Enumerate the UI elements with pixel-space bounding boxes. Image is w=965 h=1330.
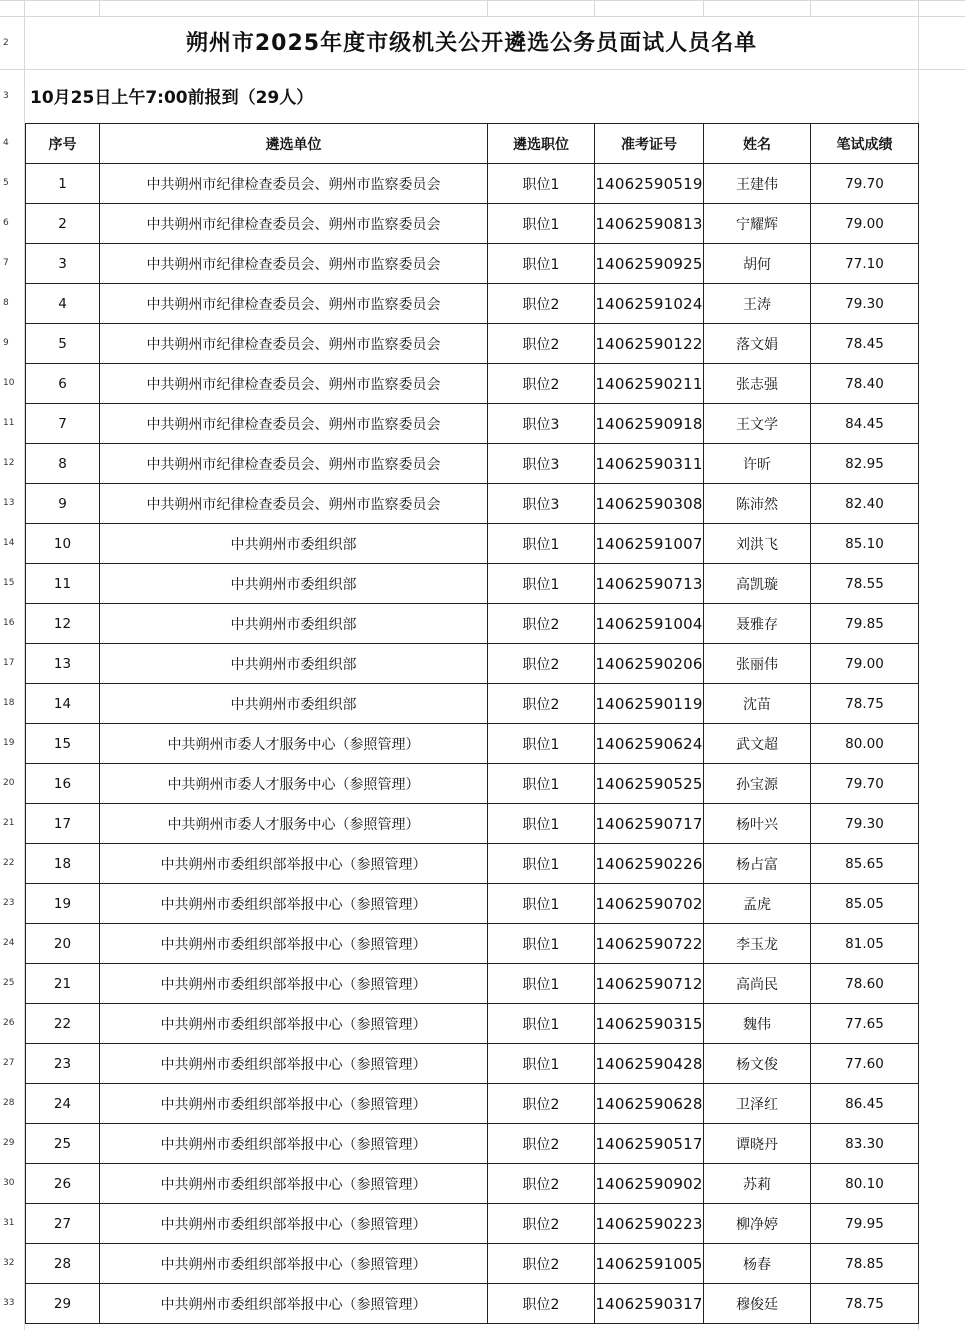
- cell-name[interactable]: 杨叶兴: [704, 804, 811, 844]
- table-row: [26, 164, 919, 204]
- row-number[interactable]: 26: [3, 1018, 15, 1028]
- cell-unit[interactable]: 中共朔州市纪律检查委员会、朔州市监察委员会: [100, 444, 488, 484]
- cell-name[interactable]: 杨占富: [704, 844, 811, 884]
- cell-unit[interactable]: 中共朔州市委人才服务中心（参照管理）: [100, 764, 488, 804]
- cell-index[interactable]: 25: [26, 1124, 100, 1164]
- table-row: [26, 1124, 919, 1164]
- cell-position[interactable]: 职位1: [488, 564, 595, 604]
- cell-name[interactable]: 孟虎: [704, 884, 811, 924]
- cell-exam-number[interactable]: 14062590702: [595, 884, 704, 924]
- header-cell-exam-number[interactable]: 准考证号: [595, 124, 704, 164]
- row-number[interactable]: 19: [3, 738, 15, 748]
- cell-exam-number[interactable]: 14062590428: [595, 1044, 704, 1084]
- cell-position[interactable]: 职位2: [488, 1204, 595, 1244]
- table-row: [26, 804, 919, 844]
- row-number[interactable]: 15: [3, 578, 15, 588]
- row-number[interactable]: 22: [3, 858, 15, 868]
- cell-score[interactable]: 79.00: [811, 204, 919, 244]
- row-number[interactable]: 27: [3, 1058, 15, 1068]
- row-number[interactable]: 12: [3, 458, 15, 468]
- cell-position[interactable]: 职位1: [488, 724, 595, 764]
- row-number[interactable]: 11: [3, 418, 15, 428]
- cell-name[interactable]: 苏莉: [704, 1164, 811, 1204]
- cell-score[interactable]: 80.00: [811, 724, 919, 764]
- row-number[interactable]: 10: [3, 378, 15, 388]
- cell-name[interactable]: 刘洪飞: [704, 524, 811, 564]
- cell-index[interactable]: 12: [26, 604, 100, 644]
- row-number[interactable]: 5: [3, 178, 9, 188]
- cell-position[interactable]: 职位1: [488, 804, 595, 844]
- cell-index[interactable]: 22: [26, 1004, 100, 1044]
- cell-name[interactable]: 落文娟: [704, 324, 811, 364]
- cell-position[interactable]: 职位1: [488, 764, 595, 804]
- cell-score[interactable]: 78.75: [811, 684, 919, 724]
- cell-unit[interactable]: 中共朔州市纪律检查委员会、朔州市监察委员会: [100, 284, 488, 324]
- cell-name[interactable]: 魏伟: [704, 1004, 811, 1044]
- row-number[interactable]: 6: [3, 218, 9, 228]
- row-number[interactable]: 18: [3, 698, 15, 708]
- table-row: [26, 484, 919, 524]
- cell-index[interactable]: 15: [26, 724, 100, 764]
- header-cell-name[interactable]: 姓名: [704, 124, 811, 164]
- row-number[interactable]: 33: [3, 1298, 15, 1308]
- cell-score[interactable]: 80.10: [811, 1164, 919, 1204]
- cell-exam-number[interactable]: 14062590308: [595, 484, 704, 524]
- cell-exam-number[interactable]: 14062590624: [595, 724, 704, 764]
- cell-exam-number[interactable]: 14062590122: [595, 324, 704, 364]
- cell-unit[interactable]: 中共朔州市委组织部举报中心（参照管理）: [100, 884, 488, 924]
- cell-name[interactable]: 穆俊廷: [704, 1284, 811, 1324]
- cell-unit[interactable]: 中共朔州市委组织部举报中心（参照管理）: [100, 924, 488, 964]
- table-row: [26, 964, 919, 1004]
- cell-score[interactable]: 77.65: [811, 1004, 919, 1044]
- cell-index[interactable]: 2: [26, 204, 100, 244]
- cell-position[interactable]: 职位1: [488, 884, 595, 924]
- cell-unit[interactable]: 中共朔州市委组织部举报中心（参照管理）: [100, 1084, 488, 1124]
- cell-score[interactable]: 83.30: [811, 1124, 919, 1164]
- cell-index[interactable]: 27: [26, 1204, 100, 1244]
- cell-exam-number[interactable]: 14062591007: [595, 524, 704, 564]
- sheet-title[interactable]: 朔州市2025年度市级机关公开遴选公务员面试人员名单: [185, 30, 758, 56]
- cell-unit[interactable]: 中共朔州市纪律检查委员会、朔州市监察委员会: [100, 204, 488, 244]
- cell-exam-number[interactable]: 14062590315: [595, 1004, 704, 1044]
- header-cell-score[interactable]: 笔试成绩: [811, 124, 919, 164]
- cell-index[interactable]: 16: [26, 764, 100, 804]
- cell-position[interactable]: 职位2: [488, 284, 595, 324]
- cell-name[interactable]: 胡何: [704, 244, 811, 284]
- cell-score[interactable]: 78.40: [811, 364, 919, 404]
- cell-name[interactable]: 柳净婷: [704, 1204, 811, 1244]
- cell-position[interactable]: 职位2: [488, 1244, 595, 1284]
- cell-unit[interactable]: 中共朔州市纪律检查委员会、朔州市监察委员会: [100, 484, 488, 524]
- table-row: [26, 644, 919, 684]
- cell-unit[interactable]: 中共朔州市纪律检查委员会、朔州市监察委员会: [100, 404, 488, 444]
- row-number[interactable]: 4: [3, 138, 9, 148]
- cell-score[interactable]: 78.55: [811, 564, 919, 604]
- cell-exam-number[interactable]: 14062590717: [595, 804, 704, 844]
- table-row: [26, 1284, 919, 1324]
- cell-position[interactable]: 职位2: [488, 684, 595, 724]
- table-row: [26, 524, 919, 564]
- cell-unit[interactable]: 中共朔州市纪律检查委员会、朔州市监察委员会: [100, 164, 488, 204]
- cell-score[interactable]: 84.45: [811, 404, 919, 444]
- table-row: [26, 764, 919, 804]
- table-row: [26, 364, 919, 404]
- cell-index[interactable]: 14: [26, 684, 100, 724]
- cell-exam-number[interactable]: 14062591004: [595, 604, 704, 644]
- table-row: [26, 324, 919, 364]
- table-row: [26, 1204, 919, 1244]
- cell-index[interactable]: 20: [26, 924, 100, 964]
- row-number[interactable]: 29: [3, 1138, 15, 1148]
- cell-position[interactable]: 职位1: [488, 964, 595, 1004]
- cell-exam-number[interactable]: 14062590517: [595, 1124, 704, 1164]
- cell-name[interactable]: 王建伟: [704, 164, 811, 204]
- row-number[interactable]: 7: [3, 258, 9, 268]
- cell-score[interactable]: 86.45: [811, 1084, 919, 1124]
- row-number[interactable]: 28: [3, 1098, 15, 1108]
- cell-unit[interactable]: 中共朔州市委组织部: [100, 604, 488, 644]
- cell-score[interactable]: 79.30: [811, 284, 919, 324]
- cell-score[interactable]: 79.00: [811, 644, 919, 684]
- cell-position[interactable]: 职位1: [488, 244, 595, 284]
- cell-index[interactable]: 3: [26, 244, 100, 284]
- gridline: [0, 69, 965, 70]
- cell-index[interactable]: 28: [26, 1244, 100, 1284]
- cell-score[interactable]: 78.60: [811, 964, 919, 1004]
- table-row: [26, 604, 919, 644]
- cell-index[interactable]: 21: [26, 964, 100, 1004]
- cell-score[interactable]: 82.95: [811, 444, 919, 484]
- row-number[interactable]: 24: [3, 938, 15, 948]
- cell-position[interactable]: 职位2: [488, 324, 595, 364]
- cell-name[interactable]: 高凯璇: [704, 564, 811, 604]
- cell-name[interactable]: 孙宝源: [704, 764, 811, 804]
- cell-score[interactable]: 78.85: [811, 1244, 919, 1284]
- cell-unit[interactable]: 中共朔州市委组织部: [100, 564, 488, 604]
- row-number[interactable]: 25: [3, 978, 15, 988]
- cell-unit[interactable]: 中共朔州市委组织部举报中心（参照管理）: [100, 964, 488, 1004]
- cell-score[interactable]: 85.65: [811, 844, 919, 884]
- row-number[interactable]: 13: [3, 498, 15, 508]
- cell-exam-number[interactable]: 14062590223: [595, 1204, 704, 1244]
- cell-score[interactable]: 77.10: [811, 244, 919, 284]
- table-row: [26, 1044, 919, 1084]
- cell-exam-number[interactable]: 14062590525: [595, 764, 704, 804]
- cell-name[interactable]: 张丽伟: [704, 644, 811, 684]
- cell-name[interactable]: 王涛: [704, 284, 811, 324]
- cell-name[interactable]: 杨文俊: [704, 1044, 811, 1084]
- candidate-table: [25, 123, 919, 1324]
- cell-name[interactable]: 沈苗: [704, 684, 811, 724]
- cell-name[interactable]: 王文学: [704, 404, 811, 444]
- cell-position[interactable]: 职位2: [488, 1084, 595, 1124]
- cell-position[interactable]: 职位1: [488, 164, 595, 204]
- header-cell-unit[interactable]: 遴选单位: [100, 124, 488, 164]
- cell-name[interactable]: 武文超: [704, 724, 811, 764]
- table-row: [26, 1084, 919, 1124]
- cell-score[interactable]: 85.05: [811, 884, 919, 924]
- cell-unit[interactable]: 中共朔州市委组织部举报中心（参照管理）: [100, 1204, 488, 1244]
- cell-score[interactable]: 79.70: [811, 164, 919, 204]
- cell-position[interactable]: 职位3: [488, 444, 595, 484]
- row-number[interactable]: 14: [3, 538, 15, 548]
- row-number[interactable]: 32: [3, 1258, 15, 1268]
- cell-position[interactable]: 职位2: [488, 604, 595, 644]
- table-row: [26, 244, 919, 284]
- header-cell-position[interactable]: 遴选职位: [488, 124, 595, 164]
- cell-exam-number[interactable]: 14062591024: [595, 284, 704, 324]
- cell-score[interactable]: 77.60: [811, 1044, 919, 1084]
- cell-position[interactable]: 职位2: [488, 1284, 595, 1324]
- cell-index[interactable]: 8: [26, 444, 100, 484]
- cell-position[interactable]: 职位1: [488, 524, 595, 564]
- cell-name[interactable]: 许昕: [704, 444, 811, 484]
- cell-exam-number[interactable]: 14062590712: [595, 964, 704, 1004]
- row-number[interactable]: 16: [3, 618, 15, 628]
- table-row: [26, 404, 919, 444]
- cell-position[interactable]: 职位2: [488, 644, 595, 684]
- table-row: [26, 204, 919, 244]
- cell-unit[interactable]: 中共朔州市纪律检查委员会、朔州市监察委员会: [100, 364, 488, 404]
- gridline: [703, 0, 704, 16]
- table-row: [26, 924, 919, 964]
- row-number[interactable]: 31: [3, 1218, 15, 1228]
- cell-index[interactable]: 10: [26, 524, 100, 564]
- cell-exam-number[interactable]: 14062590813: [595, 204, 704, 244]
- cell-score[interactable]: 78.75: [811, 1284, 919, 1324]
- cell-score[interactable]: 79.30: [811, 804, 919, 844]
- cell-index[interactable]: 26: [26, 1164, 100, 1204]
- cell-index[interactable]: 9: [26, 484, 100, 524]
- cell-unit[interactable]: 中共朔州市委组织部: [100, 524, 488, 564]
- table-row: [26, 564, 919, 604]
- cell-position[interactable]: 职位2: [488, 364, 595, 404]
- cell-unit[interactable]: 中共朔州市委组织部举报中心（参照管理）: [100, 1044, 488, 1084]
- cell-exam-number[interactable]: 14062590119: [595, 684, 704, 724]
- cell-position[interactable]: 职位1: [488, 924, 595, 964]
- cell-unit[interactable]: 中共朔州市委组织部举报中心（参照管理）: [100, 844, 488, 884]
- row-number[interactable]: 2: [3, 37, 9, 48]
- cell-name[interactable]: 李玉龙: [704, 924, 811, 964]
- row-number[interactable]: 21: [3, 818, 15, 828]
- cell-unit[interactable]: 中共朔州市委组织部举报中心（参照管理）: [100, 1124, 488, 1164]
- cell-score[interactable]: 85.10: [811, 524, 919, 564]
- cell-exam-number[interactable]: 14062590722: [595, 924, 704, 964]
- cell-unit[interactable]: 中共朔州市委组织部: [100, 644, 488, 684]
- cell-score[interactable]: 82.40: [811, 484, 919, 524]
- cell-exam-number[interactable]: 14062590628: [595, 1084, 704, 1124]
- cell-score[interactable]: 79.95: [811, 1204, 919, 1244]
- cell-exam-number[interactable]: 14062590211: [595, 364, 704, 404]
- cell-index[interactable]: 19: [26, 884, 100, 924]
- cell-position[interactable]: 职位3: [488, 484, 595, 524]
- cell-index[interactable]: 4: [26, 284, 100, 324]
- cell-exam-number[interactable]: 14062591005: [595, 1244, 704, 1284]
- cell-index[interactable]: 5: [26, 324, 100, 364]
- table-row: [26, 724, 919, 764]
- cell-exam-number[interactable]: 14062590925: [595, 244, 704, 284]
- table-row: [26, 884, 919, 924]
- cell-name[interactable]: 卫泽红: [704, 1084, 811, 1124]
- cell-name[interactable]: 陈沛然: [704, 484, 811, 524]
- cell-name[interactable]: 杨春: [704, 1244, 811, 1284]
- gridline: [487, 0, 488, 16]
- cell-index[interactable]: 17: [26, 804, 100, 844]
- cell-exam-number[interactable]: 14062590317: [595, 1284, 704, 1324]
- gridline: [594, 0, 595, 16]
- cell-exam-number[interactable]: 14062590902: [595, 1164, 704, 1204]
- cell-exam-number[interactable]: 14062590713: [595, 564, 704, 604]
- cell-exam-number[interactable]: 14062590918: [595, 404, 704, 444]
- cell-unit[interactable]: 中共朔州市委人才服务中心（参照管理）: [100, 724, 488, 764]
- table-row: [26, 444, 919, 484]
- cell-unit[interactable]: 中共朔州市委人才服务中心（参照管理）: [100, 804, 488, 844]
- cell-score[interactable]: 81.05: [811, 924, 919, 964]
- cell-index[interactable]: 11: [26, 564, 100, 604]
- cell-position[interactable]: 职位1: [488, 204, 595, 244]
- cell-position[interactable]: 职位2: [488, 1164, 595, 1204]
- cell-position[interactable]: 职位1: [488, 1004, 595, 1044]
- row-number[interactable]: 20: [3, 778, 15, 788]
- cell-score[interactable]: 79.70: [811, 764, 919, 804]
- row-number[interactable]: 17: [3, 658, 15, 668]
- cell-index[interactable]: 18: [26, 844, 100, 884]
- table-row: [26, 844, 919, 884]
- cell-name[interactable]: 宁耀辉: [704, 204, 811, 244]
- cell-unit[interactable]: 中共朔州市委组织部举报中心（参照管理）: [100, 1004, 488, 1044]
- cell-exam-number[interactable]: 14062590519: [595, 164, 704, 204]
- cell-index[interactable]: 23: [26, 1044, 100, 1084]
- cell-unit[interactable]: 中共朔州市委组织部: [100, 684, 488, 724]
- row-number[interactable]: 9: [3, 338, 9, 348]
- cell-unit[interactable]: 中共朔州市纪律检查委员会、朔州市监察委员会: [100, 324, 488, 364]
- cell-position[interactable]: 职位1: [488, 1044, 595, 1084]
- sheet-subtitle[interactable]: 10月25日上午7:00前报到（29人）: [30, 87, 314, 108]
- cell-name[interactable]: 谭晓丹: [704, 1124, 811, 1164]
- table-row: [26, 1004, 919, 1044]
- cell-exam-number[interactable]: 14062590226: [595, 844, 704, 884]
- cell-unit[interactable]: 中共朔州市委组织部举报中心（参照管理）: [100, 1284, 488, 1324]
- header-cell-index[interactable]: 序号: [26, 124, 100, 164]
- cell-position[interactable]: 职位3: [488, 404, 595, 444]
- table-row: [26, 1164, 919, 1204]
- cell-index[interactable]: 7: [26, 404, 100, 444]
- cell-unit[interactable]: 中共朔州市委组织部举报中心（参照管理）: [100, 1164, 488, 1204]
- table-header-row: [26, 124, 919, 164]
- row-number[interactable]: 8: [3, 298, 9, 308]
- gridline: [0, 0, 965, 1]
- cell-unit[interactable]: 中共朔州市纪律检查委员会、朔州市监察委员会: [100, 244, 488, 284]
- cell-position[interactable]: 职位1: [488, 844, 595, 884]
- cell-index[interactable]: 6: [26, 364, 100, 404]
- cell-score[interactable]: 79.85: [811, 604, 919, 644]
- row-number[interactable]: 23: [3, 898, 15, 908]
- gridline: [810, 0, 811, 16]
- cell-exam-number[interactable]: 14062590311: [595, 444, 704, 484]
- table-row: [26, 1244, 919, 1284]
- cell-index[interactable]: 1: [26, 164, 100, 204]
- row-number[interactable]: 30: [3, 1178, 15, 1188]
- cell-position[interactable]: 职位2: [488, 1124, 595, 1164]
- row-number[interactable]: 3: [3, 91, 9, 101]
- gridline: [99, 0, 100, 16]
- cell-score[interactable]: 78.45: [811, 324, 919, 364]
- cell-index[interactable]: 29: [26, 1284, 100, 1324]
- cell-name[interactable]: 聂雅存: [704, 604, 811, 644]
- cell-exam-number[interactable]: 14062590206: [595, 644, 704, 684]
- cell-index[interactable]: 13: [26, 644, 100, 684]
- cell-name[interactable]: 张志强: [704, 364, 811, 404]
- cell-index[interactable]: 24: [26, 1084, 100, 1124]
- table-row: [26, 284, 919, 324]
- cell-unit[interactable]: 中共朔州市委组织部举报中心（参照管理）: [100, 1244, 488, 1284]
- table-row: [26, 684, 919, 724]
- cell-name[interactable]: 高尚民: [704, 964, 811, 1004]
